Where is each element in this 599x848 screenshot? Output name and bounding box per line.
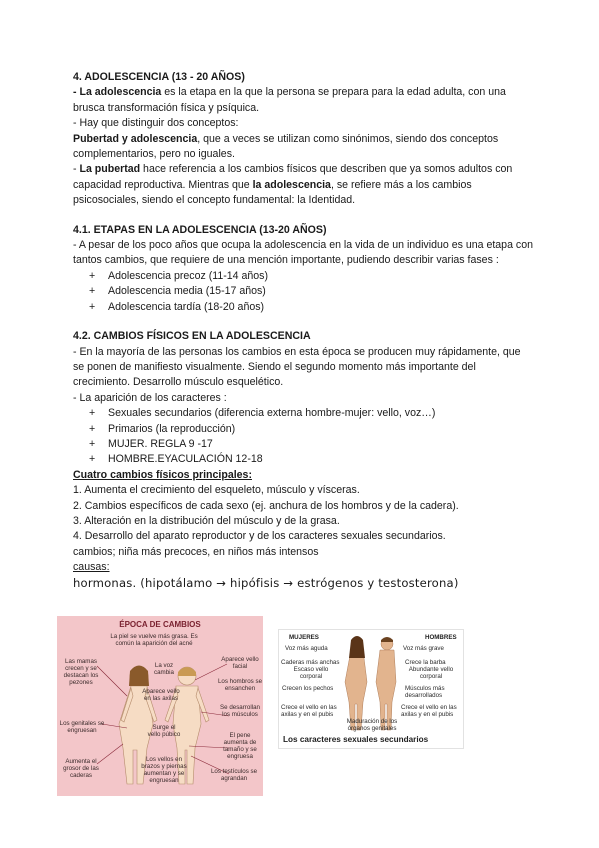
bold-term: la adolescencia [252,178,331,191]
label-piel: La piel se vuelve más grasa. Es común la aparición del acné [110,633,198,647]
label-pubico: Surge el vello púbico [147,724,181,738]
paragraph-adolescencia [73,85,533,116]
label-piernas: Los vellos en brazos y piernas aumentan y se engruesan [141,756,187,784]
label-testiculos: Los testículos se agrandan [210,768,258,782]
paragraph-pubertad [73,162,533,208]
mujer-item: Crece el vello en las axilas y en el pubis [281,704,337,719]
cambios-line: cambios; niña más precoces, en niños más intensos [73,545,319,558]
paragraph-etapas-intro: - A pesar de los poco años que ocupa la adolescencia en la vida de un individuo es una etapa con tantos cambios, que requiere de una mención importante, pudiendo describir varias fases : [73,239,533,267]
paragraph-cambios-intro: - En la mayoría de las personas los cambios en esta época se producen muy rápidamente, que se ponen de manifiesto visualmente. Siendo el segundo momento más importante del crecimiento. Desarrollo músculo esquelético. [73,345,521,389]
paragraph-pubertad-adolescencia [73,132,533,163]
numbered-item: 2. Cambios específicos de cada sexo (ej. anchura de los hombros y de la cadera). [73,499,459,512]
hormonas-line: hormonas. (hipotálamo → hipófisis → estrógenos y testosterona) [73,575,459,590]
paragraph-caracteres: - La aparición de los caracteres : [73,391,227,404]
label-pene: El pene aumenta de tamaño y se engruesa [223,732,257,760]
maduracion-label: Maduración de los órganos genitales [346,718,398,733]
list-item: + Adolescencia precoz (11-14 años) [89,269,533,284]
section-4-2-heading: 4.2. CAMBIOS FÍSICOS EN LA ADOLESCENCIA [73,330,311,343]
paragraph-text: es la etapa en la que la persona se prepara para la edad adulta, con una brusca transformación física y psíquica. [73,86,506,114]
caracteres-list [73,406,533,468]
document-body [73,70,533,591]
hombres-header: HOMBRES [425,634,457,641]
bold-term: La pubertad [79,163,141,176]
paragraph-text: hace referencia a los cambios físicos que describen que ya somos adultos con capacidad reproductiva. Mientras que [73,163,513,191]
numbered-item: 1. Aumenta el crecimiento del esqueleto, músculo y vísceras. [73,484,360,497]
list-item: + HOMBRE.EYACULACIÓN 12-18 [89,452,533,467]
hombre-item: Crece la barba [405,659,446,666]
hombre-item: Abundante vello corporal [408,666,454,681]
section-4-1-heading: 4.1. ETAPAS EN LA ADOLESCENCIA (13-20 AÑOS) [73,223,327,236]
underlined-bold-title: Cuatro cambios físicos principales: [73,468,252,481]
mujeres-header: MUJERES [289,634,319,641]
list-item: + Adolescencia media (15-17 años) [89,284,533,299]
numbered-item: 4. Desarrollo del aparato reproductor y de los caracteres sexuales secundarios. [73,530,446,543]
hombre-item: Crece el vello en las axilas y en el pubis [401,704,457,719]
mujer-item: Caderas más anchas [281,659,340,666]
bold-term: Pubertad y adolescencia [73,132,198,145]
list-item: + MUJER. REGLA 9 -17 [89,437,533,452]
mujer-item: Escaso vello corporal [293,666,329,681]
list-item: + Sexuales secundarios (diferencia externa hombre-mujer: vello, voz…) [89,406,533,421]
paragraph-text: - [73,163,80,176]
hombre-item: Músculos más desarrollados [405,685,445,700]
cuatro-cambios-heading [73,468,533,483]
figure-title: ÉPOCA DE CAMBIOS [119,620,201,629]
epoca-de-cambios-illustration [57,616,263,796]
label-voz: La voz cambia [154,662,174,676]
numbered-item: 3. Alteración en la distribución del músculo y de la grasa. [73,514,340,527]
list-item: + Adolescencia tardía (18-20 años) [89,300,533,315]
mujer-item: Voz más aguda [285,645,328,652]
etapas-list [73,269,533,315]
causas-label [73,560,533,575]
paragraph-text: , se refiere más a los cambios psicosociales, siendo el concepto fundamental: la Identidad. [73,178,472,207]
label-musculos: Se desarrollan los músculos [220,704,260,718]
figure-caption: Los caracteres sexuales secundarios [283,735,429,744]
label-vello-facial: Aparece vello facial [221,656,259,670]
hombre-item: Voz más grave [403,645,444,652]
caracteres-sexuales-illustration [278,629,464,749]
section-4-heading: 4. ADOLESCENCIA (13 - 20 AÑOS) [73,71,245,83]
label-caderas: Aumenta el grosor de las caderas [63,758,99,779]
label-axilas: Aparece vello en las axilas [142,688,180,702]
label-mamas: Las mamas crecen y se destacan los pezones [63,658,99,686]
bold-term: - La adolescencia [73,86,162,99]
mujer-item: Crecen los pechos [282,685,334,692]
paragraph-conceptos: - Hay que distinguir dos conceptos: [73,117,239,130]
paragraph-text: , que a veces se utilizan como sinónimos, siendo dos conceptos complementarios, pero no iguales. [73,132,499,161]
label-genitales: Los genitales se engruesan [59,720,105,734]
label-hombros: Los hombros se ensanchen [217,678,263,692]
list-item: + Primarios (la reproducción) [89,422,533,437]
causas-text: causas: [73,561,110,574]
